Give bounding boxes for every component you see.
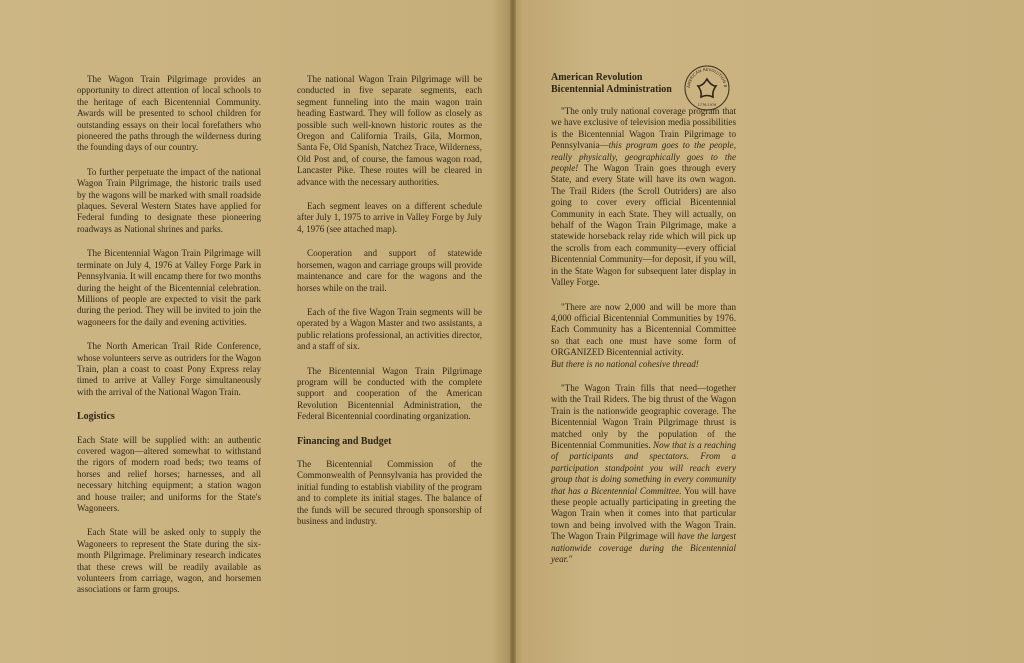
quote-1-part-a: "The only truly national coverage program that we have exclusive of television media possibilities is the Bicentennial Wagon Train Pilgrimage to Pennsylvania— [551,106,736,151]
quote-1-emphasis: this program goes to the people, really physically, geographically goes to the people! [551,140,736,174]
paragraph-wagoneers: Each State will be asked only to supply the Wagoneers to represent the State during the six-month Pilgrimage. Preliminary research indicates that these crews will be readily available as volunteers from carriage, wagon, and horsemen associations or farm groups. [77,527,261,595]
paragraph-arba-support: The Bicentennial Wagon Train Pilgrimage program will be conducted with the complete support and cooperation of the American Revolution Bicentennial Administration, the Federal Bicentennial coordinating organization. [297,365,482,422]
logo-ring-text: AMERICAN REVOLUTION B [685,67,729,89]
quote-3-part-a: "The Wagon Train fills that need—together with the Trail Riders. The big thrust of the Wagon Train is the nationwide geographic coverage. The Bicentennial Wagon Train Pilgrimage thrust is matched only by the population of the Bicentennial Communities. [551,382,736,450]
quote-coverage [551,106,736,289]
quote-3-ending: have the largest nationwide coverage during the Bicentennial year." [551,531,736,565]
column-2 [297,74,482,540]
quote-3-part-c: You will have these people actually participating in greeting the Wagon Train when it comes into that particular town and being involved with the Wagon Train. The Wagon Train Pilgrimage will [551,485,736,542]
heading-logistics: Logistics [77,411,115,423]
paragraph-essays: The Wagon Train Pilgrimage provides an opportunity to direct attention of local schools to the heritage of each Bicentennial Community. Awards will be presented to school children for outstanding essays on their local forefathers who pioneered the paths through the wilderness during the founding days of our country. [77,74,261,153]
quote-3-emphasis: Now that is a reaching of participants and spectators. From a participation standpoint you will reach every group that is doing something in every community that has a Bicentennial Committee. [551,439,737,496]
quote-2-part-a: "There are now 2,000 and will be more than 4,000 official Bicentennial Communities by 1976. Each Community has a Bicentennial Committee so that each one must have some form of ORGANIZED Bicentennial activity. [551,301,736,358]
paragraph-segments: The national Wagon Train Pilgrimage will be conducted in five separate segments, each segment funneling into the main wagon train heading Eastward. They will follow as closely as possible such well-known historic routes as the Oregon and California Trails, Gila, Mormon, Santa Fe, Old Spanish, Natchez Trace, Wilderness, Old Post and, of course, the famous wagon road, Lancaster Pike. These routes will be cleared in advance with the necessary authorities. [297,74,482,187]
paragraph-funding: The Bicentennial Commission of the Commonwealth of Pennsylvania has provided the initial funding to establish viability of the program and to complete its initial stages. The balance of the funds will be secured through sponsorship of business and industry. [297,458,482,526]
paragraph-supplies: Each State will be supplied with: an authentic covered wagon—altered somewhat to withstand the rigors of modern road beds; two teams of horses and relief horses; harnesses, and all necessary hitching equipment; a station wagon and house trailer; and uniforms for the State's Wagoneers. [77,434,261,513]
center-fold [510,0,516,663]
quote-1-part-c: The Wagon Train goes through every State, and every State will have its own wagon. The Trail Riders (the Scroll Outriders) are also going to cover every official Bicentennial Community in each State. They will actually, on behalf of the Wagon Train Pilgrimage, make a statewide horseback relay ride which will pick up the scrolls from each community—every official Bicentennial Community—for deposit, if you will, in the State Wagon for subsequent later display in Valley Forge. [551,163,736,288]
paragraph-staff: Each of the five Wagon Train segments will be operated by a Wagon Master and two assistants, a public relations professional, an activities director, and a staff of six. [297,306,482,352]
logo-years: 1776-1976 [697,103,717,107]
quote-2-emphasis: But there is no national cohesive thread! [551,358,699,369]
org-name [551,72,681,96]
org-name-line1: American Revolution [551,72,643,83]
paragraph-schedule: Each segment leaves on a different schedule after July 1, 1975 to arrive in Valley Forge by July 4, 1976 (see attached map). [297,201,482,234]
column-1 [77,74,261,609]
column-3 [551,72,736,578]
quote-communities [551,302,736,370]
paragraph-plaques: To further perpetuate the impact of the national Wagon Train Pilgrimage, the historic trails used by the wagons will be marked with small roadside plaques. Several Western States have applied for Federal funding to designate these pioneering roadways as National shrines and parks. [77,166,261,234]
paragraph-valley-forge: The Bicentennial Wagon Train Pilgrimage will terminate on July 4, 1976 at Valley Forge Park in Pennsylvania. It will encamp there for two months during the height of the Bicentennial celebration. Millions of people are expected to visit the park during the period. They will be invited to join the wagoneers for the daily and evening activities. [77,248,261,327]
paragraph-cooperation: Cooperation and support of statewide horsemen, wagon and carriage groups will provide maintenance and care for the wagons and the horses while on the trail. [297,248,482,293]
paragraph-trail-ride: The North American Trail Ride Conference, whose volunteers serve as outriders for the Wagon Train, plan a coast to coast Pony Express relay timed to arrive at Valley Forge simultaneously with the arrival of the National Wagon Train. [77,341,261,397]
heading-financing: Financing and Budget [297,435,392,447]
org-name-line2: Bicentennial Administration [551,84,672,95]
quote-fills-need [551,383,736,566]
